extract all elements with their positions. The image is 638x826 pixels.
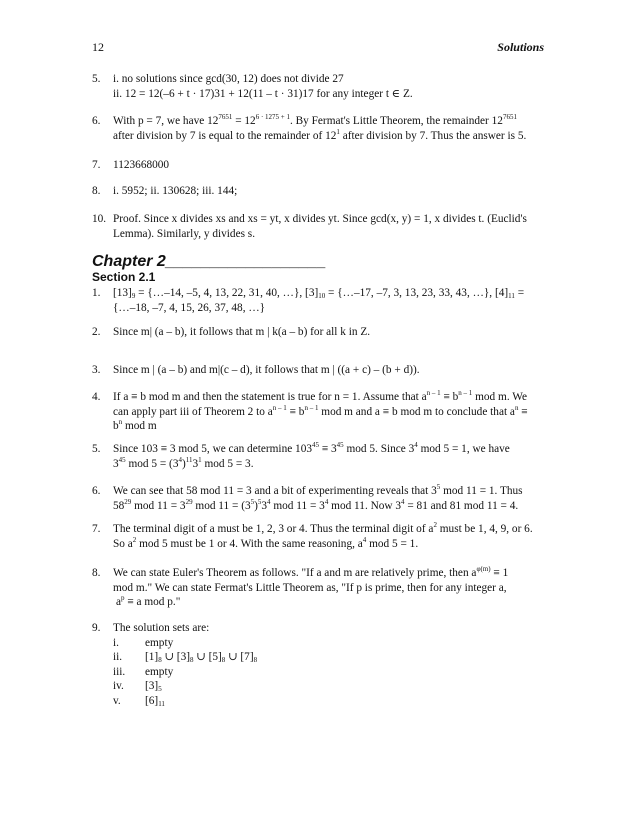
exercise-1 <box>92 286 552 315</box>
text-line: mod m." We can state Fermat's Little Theorem as, "If p is prime, then for any integer a, <box>113 581 507 594</box>
problem-number: 4. <box>92 391 101 403</box>
text-line: With p = 7, we have $12^{7651} = 12^{6 \cdot 1275 + 1}$. By Fermat's Little Theorem, the remainder $12^{7651}$ <box>113 113 517 127</box>
problem-10 <box>92 212 552 241</box>
solution-row <box>113 636 552 651</box>
text-line: So $a^2$ mod 5 must be 1 or 4. With the same reasoning, $a^4$ mod 5 = 1. <box>113 535 419 550</box>
solution-label: v. <box>113 694 121 707</box>
problem-number: 6. <box>92 115 101 127</box>
exercise-4 <box>92 390 552 434</box>
text-line: ii. 12 = 12(–6 + t · 17)31 + 12(11 – t · 31)17 for any integer t ∈ Z. <box>113 87 413 100</box>
problem-number: 5. <box>92 443 101 455</box>
solution-value: $[3]_5$ <box>145 680 162 693</box>
text-line: Since m| (a – b), it follows that m | k(a – b) for all k in Z. <box>113 326 371 338</box>
text-line: If a ≡ b mod m and then the statement is true for n = 1. Assume that $a^{n - 1} \equiv b^{n - 1}$ mod m. We <box>113 389 528 403</box>
text-line: We can see that 58 mod 11 = 3 and a bit of experimenting reveals that $3^5$ mod 11 = 1. Thus <box>113 483 523 497</box>
page-number: 12 <box>92 40 104 54</box>
solution-value: $[6]_{11}$ <box>145 694 165 708</box>
problem-number: 9. <box>92 622 101 634</box>
solution-row <box>113 650 552 665</box>
running-title: Solutions <box>497 40 544 54</box>
text-line: i. 5952; ii. 130628; iii. 144; <box>113 185 238 197</box>
solution-row <box>113 665 552 680</box>
text-line: $3^{45}$ mod $5 = (3^4)^{11}3^1$ mod 5 = 3. <box>113 455 254 470</box>
problem-6 <box>92 114 552 143</box>
text-line: 1123668000 <box>113 159 170 171</box>
text-line: $58^{29}$ mod $11 = 3^{29}$ mod $11 = (3^5)^53^4$ mod $11 = 3^4$ mod 11. Now $3^4 = 81$ and 81 mod 11 = 4. <box>113 497 519 512</box>
problem-number: 8. <box>92 567 101 579</box>
text-line: i. no solutions since gcd(30, 12) does not divide 27 <box>113 73 344 85</box>
exercise-2 <box>92 325 552 340</box>
problem-number: 7. <box>92 523 101 535</box>
section-title: Section 2.1 <box>92 270 156 284</box>
solution-label: i. <box>113 636 119 649</box>
solution-value: empty <box>145 636 174 649</box>
solution-label: iv. <box>113 680 124 692</box>
solution-list <box>113 636 552 709</box>
problem-8 <box>92 184 552 199</box>
problem-number: 2. <box>92 326 101 338</box>
problem-number: 7. <box>92 159 101 171</box>
text-line: The solution sets are: <box>113 622 210 634</box>
problem-7 <box>92 158 552 173</box>
problem-number: 3. <box>92 364 101 376</box>
text-line: $b^n$ mod m <box>113 418 157 432</box>
exercise-6 <box>92 484 552 513</box>
solution-row <box>113 694 552 709</box>
exercise-8 <box>92 566 552 610</box>
exercise-9 <box>92 621 552 708</box>
text-line: after division by 7 is equal to the remainder of $12^1$ after division by 7. Thus the answer is 5. <box>113 127 527 142</box>
exercise-3 <box>92 363 552 378</box>
problem-5 <box>92 72 552 101</box>
text-line: Since m | (a – b) and m|(c – d), it follows that m | ((a + c) – (b + d)). <box>113 364 420 376</box>
text-line: Since 103 ≡ 3 mod 5, we can determine $103^{45} \equiv 3^{45}$ mod 5. Since $3^4$ mod 5 = 1, we have <box>113 441 510 455</box>
page-header <box>92 40 544 56</box>
problem-number: 6. <box>92 485 101 497</box>
problem-number: 1. <box>92 287 101 299</box>
problem-number: 10. <box>92 213 107 225</box>
text-line: Lemma). Similarly, y divides s. <box>113 227 256 240</box>
chapter-title: Chapter 2__________________ <box>92 253 326 270</box>
text-line: We can state Euler's Theorem as follows. "If a and m are relatively prime, then $a^{\varphi(m)} \equiv 1$ <box>113 565 509 579</box>
solution-row <box>113 679 552 694</box>
solution-label: iii. <box>113 665 126 678</box>
problem-number: 5. <box>92 73 101 85</box>
text-line: {…–18, –7, 4, 15, 26, 37, 48, …} <box>113 301 266 314</box>
exercise-7 <box>92 522 552 551</box>
solution-value: empty <box>145 665 174 678</box>
solution-label: ii. <box>113 651 123 663</box>
text-line: The terminal digit of a must be 1, 2, 3 or 4. Thus the terminal digit of $a^2$ must be 1, 4, 9, or 6. <box>113 521 533 535</box>
text-line: $a^p \equiv a$ mod p." <box>116 594 181 608</box>
text-line: $[13]_9$ = {…–14, –5, 4, 13, 22, 31, 40, …}, $[3]_{10}$ = {…–17, –7, 3, 13, 23, 33, 43, …}, $[4]_{11}$ = <box>113 287 525 300</box>
solution-value: $[1]_8$ ∪ $[3]_8$ ∪ $[5]_8$ ∪ $[7]_8$ <box>145 651 258 664</box>
problem-number: 8. <box>92 185 101 197</box>
text-line: can apply part iii of Theorem 2 to $a^{n - 1} \equiv b^{n - 1}$ mod m and a ≡ b mod m to conclude that $a^n$ ≡ <box>113 403 528 418</box>
exercise-5 <box>92 442 552 471</box>
text-line: Proof. Since x divides xs and xs = yt, x divides yt. Since gcd(x, y) = 1, x divides t. (Euclid's <box>113 213 527 225</box>
